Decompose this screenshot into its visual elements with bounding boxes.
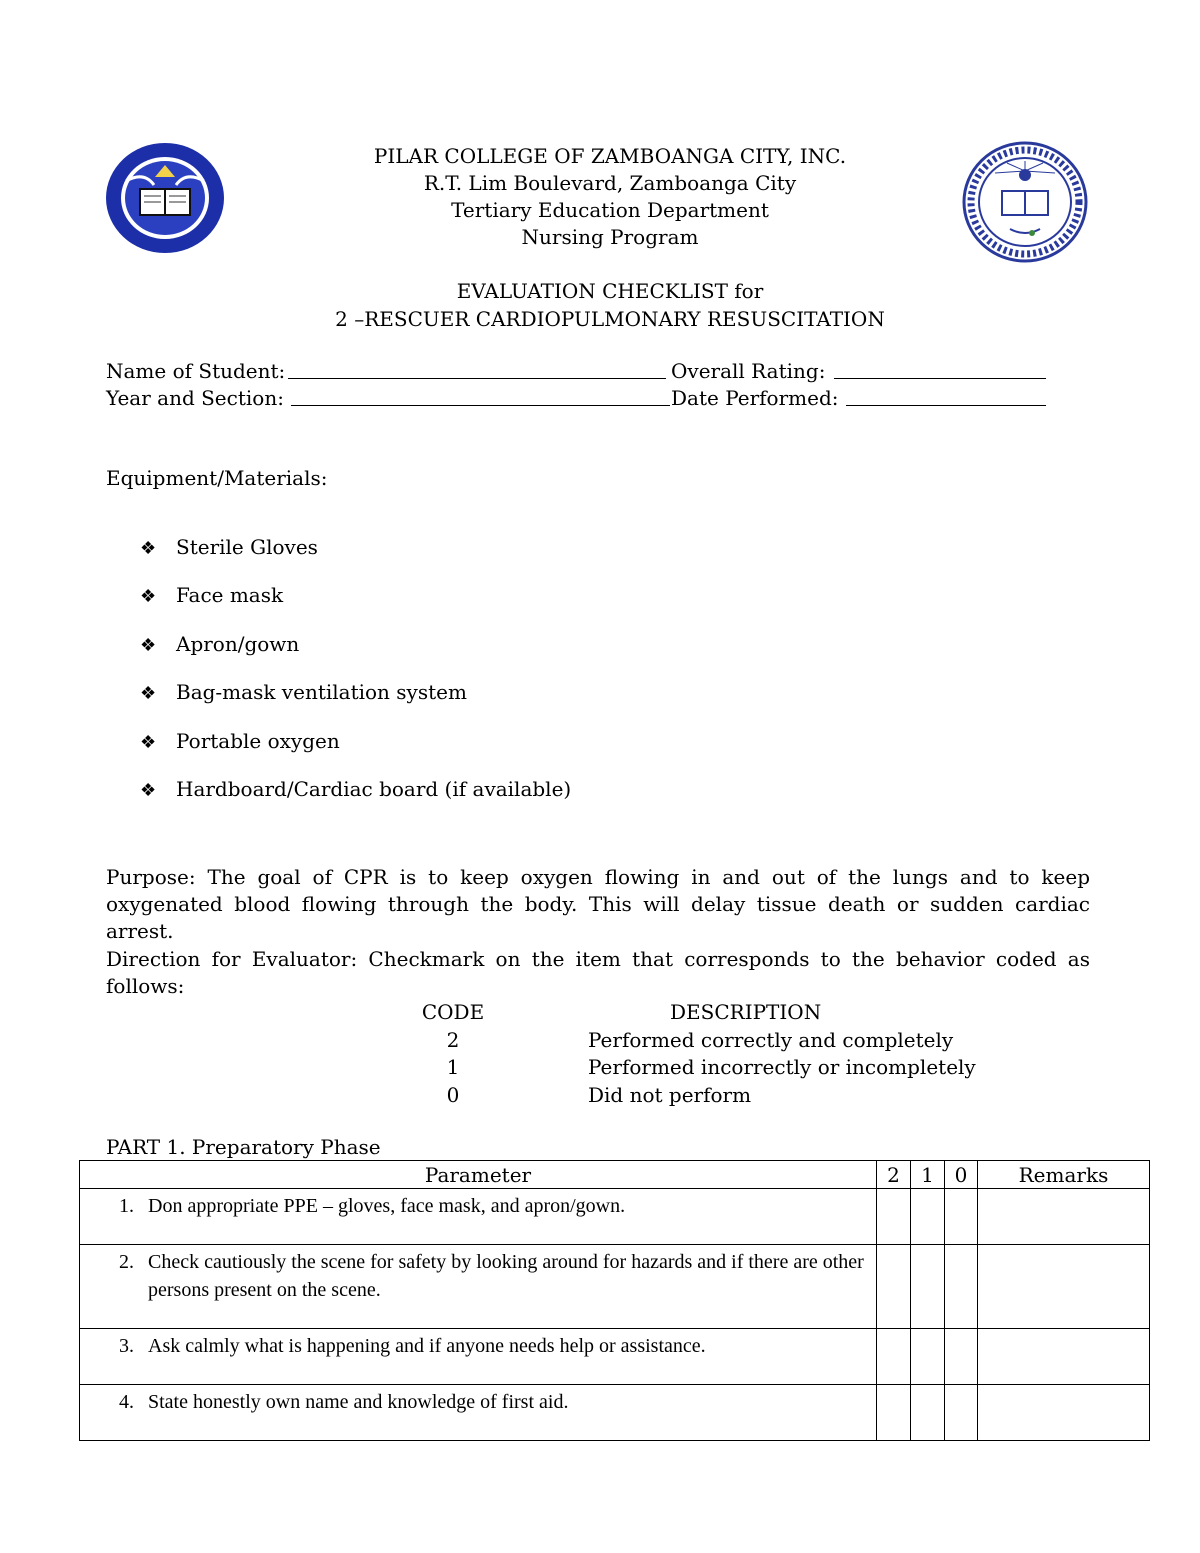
equipment-item: ❖ Sterile Gloves [140, 531, 571, 579]
parameter-cell: 3. Ask calmly what is happening and if anyone needs help or assistance. [80, 1329, 877, 1385]
name-field-line[interactable] [288, 378, 666, 379]
score-1-checkbox-cell[interactable] [911, 1385, 945, 1441]
diamond-bullet-icon: ❖ [140, 586, 157, 608]
diamond-bullet-icon: ❖ [140, 779, 157, 801]
parameter-cell: 2. Check cautiously the scene for safety by looking around for hazards and if there are other persons present on the scene. [80, 1245, 877, 1329]
equipment-item: ❖ Apron/gown [140, 628, 571, 676]
student-info [106, 358, 1066, 412]
date-performed-field-line[interactable] [846, 405, 1046, 406]
score-1-column-header: 1 [911, 1161, 945, 1189]
score-1-checkbox-cell[interactable] [911, 1329, 945, 1385]
table-row [80, 1385, 1150, 1441]
title-line-2: 2 –RESCUER CARDIOPULMONARY RESUSCITATION [335, 307, 885, 331]
table-row [80, 1245, 1150, 1329]
school-name: PILAR COLLEGE OF ZAMBOANGA CITY, INC. [373, 144, 847, 168]
code-row: 0 Did not perform [446, 1082, 752, 1107]
remarks-cell[interactable] [978, 1245, 1150, 1329]
diamond-bullet-icon: ❖ [140, 683, 157, 705]
equipment-list [140, 531, 571, 821]
remarks-column-header: Remarks [978, 1161, 1150, 1189]
score-2-checkbox-cell[interactable] [877, 1245, 911, 1329]
table-header-row [80, 1161, 1150, 1189]
school-address: R.T. Lim Boulevard, Zamboanga City [423, 171, 797, 195]
diamond-bullet-icon: ❖ [140, 634, 157, 656]
name-label: Name of Student: [106, 359, 286, 383]
overall-rating-label: Overall Rating: [671, 359, 826, 383]
title-line-1: EVALUATION CHECKLIST for [456, 279, 764, 303]
score-0-checkbox-cell[interactable] [945, 1189, 978, 1245]
info-row-name [106, 358, 1066, 385]
score-0-checkbox-cell[interactable] [945, 1329, 978, 1385]
purpose-paragraph: Purpose: The goal of CPR is to keep oxygen flowing in and out of the lungs and to keep oxygenated blood flowing through the body. This will delay tissue death or sudden cardiac arrest. [106, 865, 1090, 943]
overall-rating-field-line[interactable] [834, 378, 1046, 379]
institution-header [300, 143, 920, 251]
score-1-checkbox-cell[interactable] [911, 1189, 945, 1245]
nursing-program-seal [104, 141, 226, 255]
score-0-checkbox-cell[interactable] [945, 1245, 978, 1329]
score-2-checkbox-cell[interactable] [877, 1385, 911, 1441]
description-column-header: DESCRIPTION [670, 1000, 822, 1024]
preparatory-phase-table [79, 1160, 1150, 1441]
equipment-heading: Equipment/Materials: [106, 466, 328, 490]
program-name: Nursing Program [521, 225, 699, 249]
code-row: 2 Performed correctly and completely [446, 1027, 954, 1052]
remarks-cell[interactable] [978, 1329, 1150, 1385]
remarks-cell[interactable] [978, 1189, 1150, 1245]
diamond-bullet-icon: ❖ [140, 538, 157, 559]
equipment-item: ❖ Hardboard/Cardiac board (if available) [140, 773, 571, 821]
part1-heading: PART 1. Preparatory Phase [106, 1135, 381, 1159]
year-section-field-line[interactable] [291, 405, 670, 406]
code-row: 1 Performed incorrectly or incompletely [446, 1055, 976, 1079]
code-legend [380, 999, 1020, 1109]
equipment-item: ❖ Portable oxygen [140, 725, 571, 773]
score-0-checkbox-cell[interactable] [945, 1385, 978, 1441]
score-0-column-header: 0 [945, 1161, 978, 1189]
code-legend-header [380, 999, 1020, 1027]
code-column-header: CODE [421, 1000, 485, 1024]
college-seal [962, 141, 1088, 263]
table-row [80, 1189, 1150, 1245]
parameter-cell: 1. Don appropriate PPE – gloves, face mask, and apron/gown. [80, 1189, 877, 1245]
info-row-year [106, 385, 1066, 412]
remarks-cell[interactable] [978, 1385, 1150, 1441]
direction-paragraph: Direction for Evaluator: Checkmark on the item that corresponds to the behavior coded as follows: [106, 947, 1090, 998]
equipment-item: ❖ Bag-mask ventilation system [140, 676, 571, 724]
table-row [80, 1329, 1150, 1385]
score-2-column-header: 2 [877, 1161, 911, 1189]
date-performed-label: Date Performed: [671, 386, 839, 410]
score-2-checkbox-cell[interactable] [877, 1189, 911, 1245]
equipment-item: ❖ Face mask [140, 579, 571, 627]
year-section-label: Year and Section: [106, 386, 284, 410]
score-1-checkbox-cell[interactable] [911, 1245, 945, 1329]
parameter-column-header: Parameter [80, 1161, 877, 1189]
checklist-title [200, 277, 1020, 333]
diamond-bullet-icon: ❖ [140, 731, 157, 753]
department-name: Tertiary Education Department [451, 198, 769, 222]
parameter-cell: 4. State honestly own name and knowledge of first aid. [80, 1385, 877, 1441]
score-2-checkbox-cell[interactable] [877, 1329, 911, 1385]
